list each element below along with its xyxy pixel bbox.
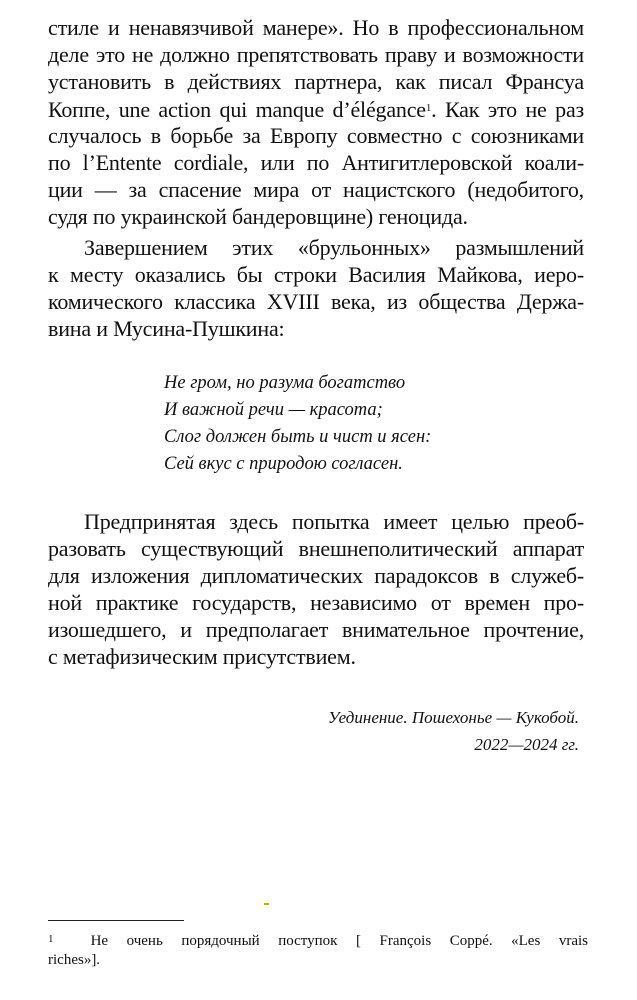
text-line: для изложения дипломатических парадоксов в служеб- (48, 563, 584, 588)
text-line: Предпринятая здесь попытка имеет целью преоб- (84, 509, 584, 534)
text-line: стиле и ненавязчивой манере». Но в профессиональном (48, 15, 584, 40)
text-line: установить в действиях партнера, как писал Франсуа (48, 69, 584, 94)
footnote-number: 1 (48, 933, 54, 945)
footnote-line (48, 929, 588, 950)
text-line: изошедшего, и предполагает внимательное прочтение, (48, 617, 584, 642)
text-line: комического классика XVIII века, из общества Держа- (48, 289, 584, 314)
text-line: с метафизическим присутствием. (48, 644, 356, 669)
paragraph-3 (48, 508, 584, 670)
footnote-line: riches»]. (48, 952, 101, 968)
text-line: деле это не должно препятствовать праву и возможности (48, 42, 584, 67)
poem-line: Не гром, но разума богатство (164, 373, 406, 393)
text-line: Завершением этих «брульонных» размышлений (84, 235, 584, 260)
text-fragment: Коппе, une action qui manque d’élégance (48, 97, 426, 122)
poem-line: Слог должен быть и чист и ясен: (164, 427, 432, 447)
text-line: разовать существующий внешнеполитический аппарат (48, 536, 584, 561)
text-line: к месту оказались бы строки Василия Майкова, иеро- (48, 262, 584, 287)
footnote-text: Не очень порядочный поступок [ François Coppé. «Les vrais (90, 933, 588, 949)
poem-quote (164, 370, 524, 478)
poem-line: Сей вкус с природою согласен. (164, 454, 403, 474)
text-line: судя по украинской бандеровщине) геноцида. (48, 204, 468, 229)
footnote-marker: 1 (425, 102, 432, 114)
text-line: вина и Мусина-Пушкина: (48, 316, 285, 341)
signature-place: Уединение. Пошехонье — Кукобой. (328, 708, 579, 727)
text-line-with-footnote (48, 95, 584, 122)
signature-block (328, 704, 579, 758)
poem-line: И важной речи — красота; (164, 400, 383, 420)
text-fragment: . Как это не раз (431, 97, 584, 122)
text-line: по l’Entente cordiale, или по Антигитлеровской коали- (48, 150, 584, 175)
text-line: ции — за спасение мира от нацистского (недобитого, (48, 177, 584, 202)
footnote-divider (48, 920, 184, 921)
text-line: случалось в борьбе за Европу совместно с союзниками (48, 123, 584, 148)
footnote (48, 929, 588, 971)
paragraph-1 (48, 14, 584, 230)
paragraph-2 (48, 234, 584, 342)
text-line: ной практике государств, независимо от времен про- (48, 590, 584, 615)
print-speck (264, 903, 269, 905)
signature-dates: 2022—2024 гг. (474, 735, 579, 754)
